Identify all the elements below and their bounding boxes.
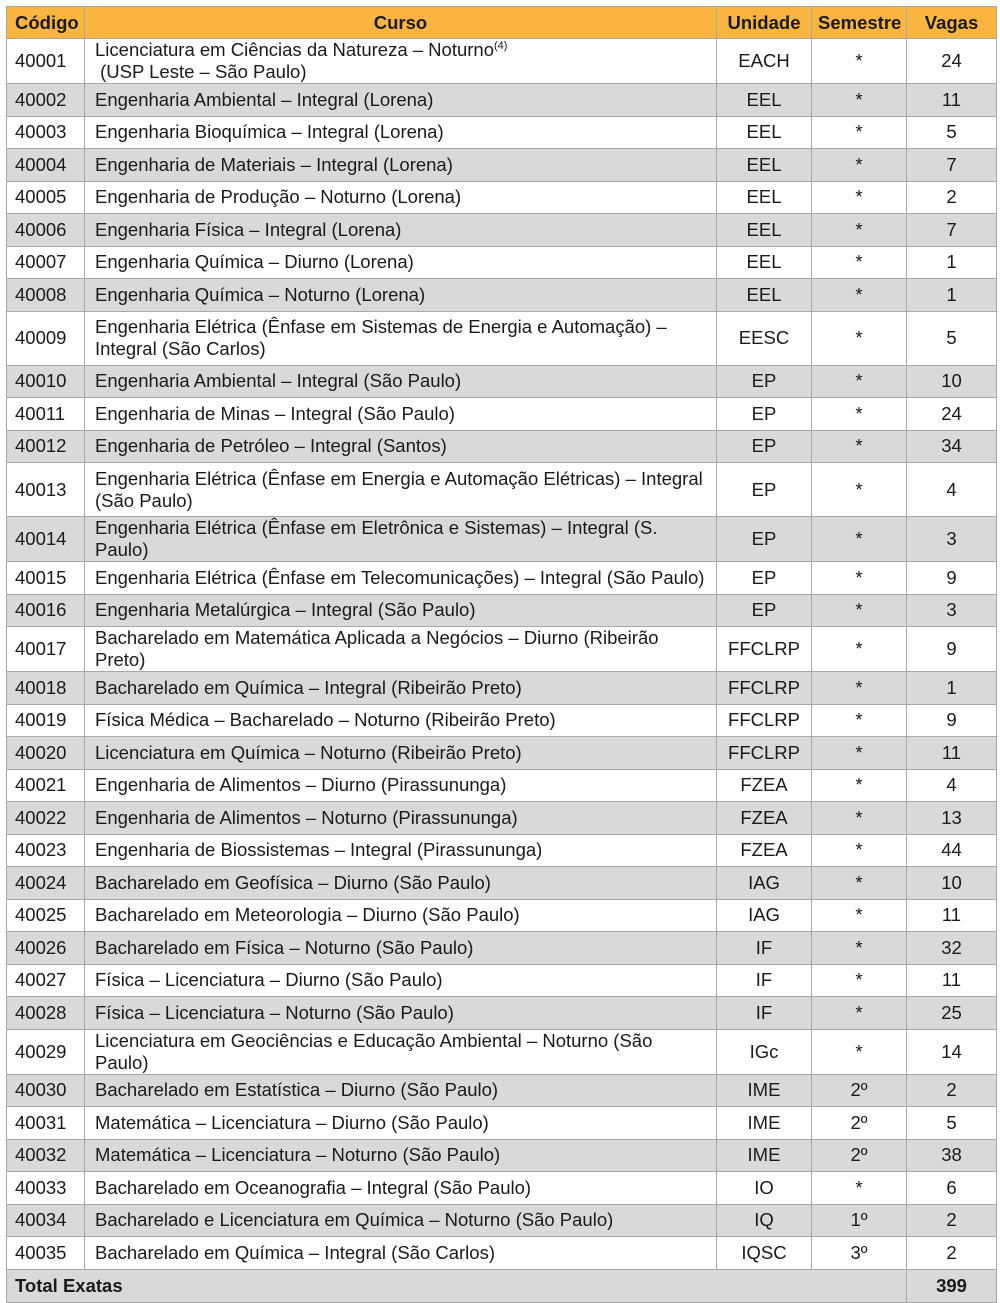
cell-vagas: 3 — [907, 517, 997, 562]
cell-unidade: IME — [717, 1074, 812, 1107]
cell-unidade: EP — [717, 517, 812, 562]
table-row — [7, 834, 997, 867]
header-unidade: Unidade — [717, 7, 812, 39]
header-codigo: Código — [7, 7, 85, 39]
cell-codigo: 40027 — [7, 964, 85, 997]
cell-codigo: 40014 — [7, 517, 85, 562]
table-row — [7, 1237, 997, 1270]
total-label: Total Exatas — [7, 1269, 907, 1302]
cell-codigo: 40011 — [7, 398, 85, 431]
cell-vagas: 1 — [907, 279, 997, 312]
cell-semestre: * — [812, 834, 907, 867]
cell-unidade: IME — [717, 1107, 812, 1140]
table-row — [7, 365, 997, 398]
cell-semestre: * — [812, 737, 907, 770]
cell-curso: Bacharelado em Química – Integral (Ribeirão Preto) — [85, 672, 717, 705]
cell-vagas: 24 — [907, 398, 997, 431]
cell-semestre: * — [812, 802, 907, 835]
cell-vagas: 10 — [907, 365, 997, 398]
cell-vagas: 1 — [907, 672, 997, 705]
cell-unidade: IME — [717, 1139, 812, 1172]
cell-unidade: IGc — [717, 1029, 812, 1074]
cell-curso: Bacharelado em Física – Noturno (São Paulo) — [85, 932, 717, 965]
table-row — [7, 279, 997, 312]
cell-vagas: 2 — [907, 1237, 997, 1270]
cell-unidade: EP — [717, 594, 812, 627]
cell-vagas: 2 — [907, 1074, 997, 1107]
cell-curso: Licenciatura em Geociências e Educação Ambiental – Noturno (São Paulo) — [85, 1029, 717, 1074]
curso-name: Licenciatura em Ciências da Natureza – Noturno — [95, 39, 494, 60]
cell-curso: Física – Licenciatura – Diurno (São Paulo) — [85, 964, 717, 997]
table-row — [7, 932, 997, 965]
table-row — [7, 594, 997, 627]
cell-semestre: * — [812, 899, 907, 932]
cell-vagas: 11 — [907, 964, 997, 997]
cell-curso: Física Médica – Bacharelado – Noturno (Ribeirão Preto) — [85, 704, 717, 737]
cell-codigo: 40009 — [7, 311, 85, 365]
cell-semestre: 2º — [812, 1107, 907, 1140]
cell-curso: Engenharia Elétrica (Ênfase em Sistemas de Energia e Automação) – Integral (São Carlos) — [85, 311, 717, 365]
cell-vagas: 32 — [907, 932, 997, 965]
cell-vagas: 13 — [907, 802, 997, 835]
cell-codigo: 40019 — [7, 704, 85, 737]
cell-curso: Bacharelado em Química – Integral (São Carlos) — [85, 1237, 717, 1270]
cell-unidade: FZEA — [717, 769, 812, 802]
cell-curso: Bacharelado em Geofísica – Diurno (São Paulo) — [85, 867, 717, 900]
cell-curso: Engenharia de Minas – Integral (São Paulo) — [85, 398, 717, 431]
cell-unidade: EP — [717, 430, 812, 463]
cell-curso: Física – Licenciatura – Noturno (São Paulo) — [85, 997, 717, 1030]
cell-curso: Engenharia Metalúrgica – Integral (São Paulo) — [85, 594, 717, 627]
cell-unidade: EEL — [717, 214, 812, 247]
total-row — [7, 1269, 997, 1302]
cell-unidade: IQ — [717, 1204, 812, 1237]
cell-curso: Bacharelado em Matemática Aplicada a Negócios – Diurno (Ribeirão Preto) — [85, 627, 717, 672]
cell-codigo: 40017 — [7, 627, 85, 672]
cell-codigo: 40034 — [7, 1204, 85, 1237]
header-semestre: Semestre — [812, 7, 907, 39]
cell-curso: Engenharia Ambiental – Integral (Lorena) — [85, 84, 717, 117]
cell-codigo: 40030 — [7, 1074, 85, 1107]
cell-unidade: EEL — [717, 181, 812, 214]
cell-semestre: * — [812, 1029, 907, 1074]
cell-unidade: FFCLRP — [717, 704, 812, 737]
table-row — [7, 181, 997, 214]
cell-semestre: 2º — [812, 1074, 907, 1107]
cell-vagas: 6 — [907, 1172, 997, 1205]
cell-codigo: 40035 — [7, 1237, 85, 1270]
cell-unidade: EEL — [717, 116, 812, 149]
cell-semestre: * — [812, 964, 907, 997]
cell-semestre: * — [812, 311, 907, 365]
cell-curso — [85, 39, 717, 84]
cell-unidade: IAG — [717, 899, 812, 932]
cell-curso: Matemática – Licenciatura – Noturno (São Paulo) — [85, 1139, 717, 1172]
table-row — [7, 246, 997, 279]
cell-unidade: IF — [717, 964, 812, 997]
footnote-marker: (4) — [494, 40, 508, 52]
cell-curso: Engenharia de Produção – Noturno (Lorena) — [85, 181, 717, 214]
cell-semestre: * — [812, 517, 907, 562]
cell-unidade: FFCLRP — [717, 737, 812, 770]
table-header-row — [7, 7, 997, 39]
cell-semestre: * — [812, 704, 907, 737]
cell-codigo: 40023 — [7, 834, 85, 867]
cell-vagas: 2 — [907, 1204, 997, 1237]
cell-codigo: 40026 — [7, 932, 85, 965]
cell-unidade: FZEA — [717, 802, 812, 835]
cell-vagas: 34 — [907, 430, 997, 463]
cell-semestre: * — [812, 365, 907, 398]
table-row — [7, 1172, 997, 1205]
table-row — [7, 802, 997, 835]
cell-semestre: * — [812, 562, 907, 595]
cell-curso: Engenharia Química – Noturno (Lorena) — [85, 279, 717, 312]
table-row — [7, 1139, 997, 1172]
table-row — [7, 627, 997, 672]
cell-unidade: EEL — [717, 149, 812, 182]
cell-codigo: 40005 — [7, 181, 85, 214]
cell-curso: Engenharia Química – Diurno (Lorena) — [85, 246, 717, 279]
cell-unidade: EESC — [717, 311, 812, 365]
cell-semestre: * — [812, 867, 907, 900]
cell-unidade: EP — [717, 365, 812, 398]
table-row — [7, 1074, 997, 1107]
cell-semestre: * — [812, 398, 907, 431]
cell-vagas: 5 — [907, 116, 997, 149]
cell-vagas: 24 — [907, 39, 997, 84]
cell-semestre: * — [812, 214, 907, 247]
cell-codigo: 40016 — [7, 594, 85, 627]
cell-unidade: FZEA — [717, 834, 812, 867]
cell-semestre: * — [812, 246, 907, 279]
cell-codigo: 40022 — [7, 802, 85, 835]
table-row — [7, 214, 997, 247]
table-row — [7, 704, 997, 737]
cell-semestre: 3º — [812, 1237, 907, 1270]
cell-vagas: 38 — [907, 1139, 997, 1172]
table-row — [7, 311, 997, 365]
table-row — [7, 116, 997, 149]
cell-vagas: 14 — [907, 1029, 997, 1074]
cell-semestre: 2º — [812, 1139, 907, 1172]
cell-curso: Engenharia Ambiental – Integral (São Paulo) — [85, 365, 717, 398]
table-row — [7, 463, 997, 517]
cell-vagas: 9 — [907, 627, 997, 672]
cell-curso: Licenciatura em Química – Noturno (Ribeirão Preto) — [85, 737, 717, 770]
cell-codigo: 40032 — [7, 1139, 85, 1172]
cell-semestre: * — [812, 39, 907, 84]
cell-vagas: 10 — [907, 867, 997, 900]
cell-codigo: 40024 — [7, 867, 85, 900]
cell-codigo: 40033 — [7, 1172, 85, 1205]
table-row — [7, 430, 997, 463]
cell-curso: Bacharelado em Estatística – Diurno (São Paulo) — [85, 1074, 717, 1107]
cell-semestre: * — [812, 594, 907, 627]
table-row — [7, 398, 997, 431]
cell-codigo: 40015 — [7, 562, 85, 595]
cell-curso: Engenharia de Materiais – Integral (Lorena) — [85, 149, 717, 182]
table-row — [7, 964, 997, 997]
cell-vagas: 25 — [907, 997, 997, 1030]
cell-vagas: 1 — [907, 246, 997, 279]
cell-curso: Engenharia de Petróleo – Integral (Santos) — [85, 430, 717, 463]
cell-unidade: EP — [717, 562, 812, 595]
cell-codigo: 40004 — [7, 149, 85, 182]
cell-semestre: * — [812, 116, 907, 149]
cell-curso: Engenharia de Alimentos – Diurno (Pirassununga) — [85, 769, 717, 802]
cell-semestre: * — [812, 463, 907, 517]
cell-curso: Engenharia de Biossistemas – Integral (Pirassununga) — [85, 834, 717, 867]
cell-codigo: 40002 — [7, 84, 85, 117]
header-vagas: Vagas — [907, 7, 997, 39]
cell-unidade: IO — [717, 1172, 812, 1205]
cell-semestre: * — [812, 149, 907, 182]
cell-codigo: 40008 — [7, 279, 85, 312]
cell-semestre: * — [812, 769, 907, 802]
cell-codigo: 40003 — [7, 116, 85, 149]
cell-codigo: 40013 — [7, 463, 85, 517]
cell-vagas: 4 — [907, 769, 997, 802]
cell-codigo: 40021 — [7, 769, 85, 802]
cell-curso: Engenharia Bioquímica – Integral (Lorena) — [85, 116, 717, 149]
cell-semestre: * — [812, 181, 907, 214]
table-row — [7, 1029, 997, 1074]
cell-unidade: EP — [717, 398, 812, 431]
cell-codigo: 40006 — [7, 214, 85, 247]
cell-curso: Engenharia Elétrica (Ênfase em Energia e Automação Elétricas) – Integral (São Paulo) — [85, 463, 717, 517]
table-row — [7, 517, 997, 562]
cell-semestre: * — [812, 997, 907, 1030]
table-row — [7, 672, 997, 705]
cell-vagas: 9 — [907, 562, 997, 595]
cell-curso: Matemática – Licenciatura – Diurno (São Paulo) — [85, 1107, 717, 1140]
table-row — [7, 562, 997, 595]
cell-codigo: 40007 — [7, 246, 85, 279]
table-row — [7, 737, 997, 770]
cell-curso: Bacharelado e Licenciatura em Química – Noturno (São Paulo) — [85, 1204, 717, 1237]
table-row — [7, 867, 997, 900]
cell-vagas: 5 — [907, 311, 997, 365]
table-row — [7, 769, 997, 802]
cell-codigo: 40029 — [7, 1029, 85, 1074]
cell-codigo: 40001 — [7, 39, 85, 84]
table-row — [7, 1107, 997, 1140]
cell-unidade: EP — [717, 463, 812, 517]
cell-unidade: IF — [717, 997, 812, 1030]
cell-vagas: 11 — [907, 737, 997, 770]
cell-semestre: * — [812, 932, 907, 965]
cell-vagas: 11 — [907, 84, 997, 117]
cell-vagas: 11 — [907, 899, 997, 932]
cell-semestre: * — [812, 1172, 907, 1205]
table-row — [7, 899, 997, 932]
cell-curso: Engenharia Física – Integral (Lorena) — [85, 214, 717, 247]
cell-vagas: 2 — [907, 181, 997, 214]
cell-codigo: 40031 — [7, 1107, 85, 1140]
cell-curso: Bacharelado em Meteorologia – Diurno (São Paulo) — [85, 899, 717, 932]
cell-curso: Bacharelado em Oceanografia – Integral (São Paulo) — [85, 1172, 717, 1205]
cell-codigo: 40028 — [7, 997, 85, 1030]
vacancies-table-container — [6, 6, 996, 1303]
cell-vagas: 44 — [907, 834, 997, 867]
vacancies-table — [6, 6, 997, 1303]
cell-vagas: 9 — [907, 704, 997, 737]
table-row — [7, 39, 997, 84]
cell-curso: Engenharia de Alimentos – Noturno (Pirassununga) — [85, 802, 717, 835]
table-row — [7, 997, 997, 1030]
cell-codigo: 40020 — [7, 737, 85, 770]
cell-curso: Engenharia Elétrica (Ênfase em Telecomunicações) – Integral (São Paulo) — [85, 562, 717, 595]
table-body — [7, 39, 997, 1270]
total-value: 399 — [907, 1269, 997, 1302]
cell-semestre: * — [812, 672, 907, 705]
cell-unidade: FFCLRP — [717, 672, 812, 705]
table-row — [7, 149, 997, 182]
cell-unidade: IF — [717, 932, 812, 965]
cell-vagas: 4 — [907, 463, 997, 517]
table-row — [7, 84, 997, 117]
cell-unidade: FFCLRP — [717, 627, 812, 672]
cell-vagas: 7 — [907, 149, 997, 182]
cell-unidade: EEL — [717, 246, 812, 279]
cell-codigo: 40012 — [7, 430, 85, 463]
cell-codigo: 40010 — [7, 365, 85, 398]
cell-unidade: EACH — [717, 39, 812, 84]
cell-semestre: 1º — [812, 1204, 907, 1237]
cell-vagas: 5 — [907, 1107, 997, 1140]
table-row — [7, 1204, 997, 1237]
cell-curso: Engenharia Elétrica (Ênfase em Eletrônica e Sistemas) – Integral (S. Paulo) — [85, 517, 717, 562]
cell-codigo: 40018 — [7, 672, 85, 705]
cell-unidade: EEL — [717, 279, 812, 312]
cell-semestre: * — [812, 627, 907, 672]
header-curso: Curso — [85, 7, 717, 39]
cell-semestre: * — [812, 430, 907, 463]
cell-semestre: * — [812, 84, 907, 117]
cell-unidade: IAG — [717, 867, 812, 900]
cell-vagas: 7 — [907, 214, 997, 247]
cell-vagas: 3 — [907, 594, 997, 627]
curso-location: (USP Leste – São Paulo) — [95, 61, 307, 82]
cell-codigo: 40025 — [7, 899, 85, 932]
cell-unidade: IQSC — [717, 1237, 812, 1270]
cell-semestre: * — [812, 279, 907, 312]
cell-unidade: EEL — [717, 84, 812, 117]
